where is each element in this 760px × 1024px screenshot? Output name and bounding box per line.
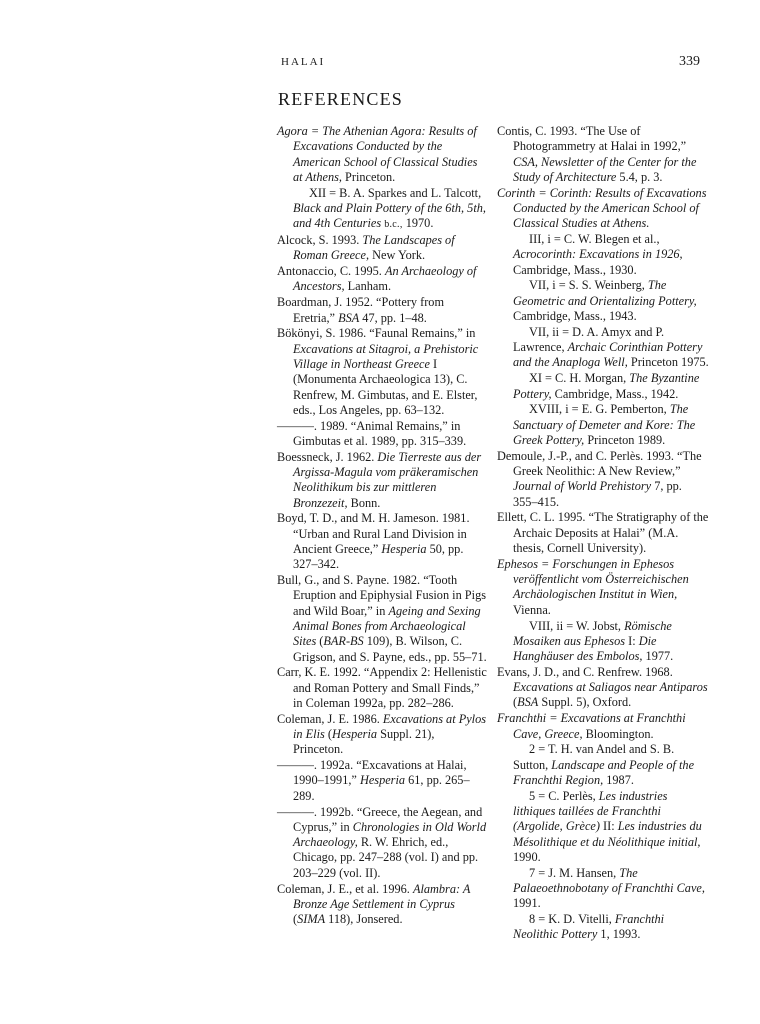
roman-text: 1, 1993. (597, 927, 641, 942)
roman-text: ( (324, 727, 332, 742)
roman-text: XI = C. H. Morgan, (529, 371, 630, 386)
roman-text: Bloomington. (582, 726, 654, 741)
italic-text: Hesperia (331, 727, 378, 742)
roman-text: 5 = C. Perlès, (529, 788, 599, 803)
roman-text: 1987. (603, 772, 634, 787)
roman-text: b.c., (384, 219, 403, 231)
italic-text: Corinth = Corinth: Results of Excavations Conducted by the American School of Classical Studies at Athens. (497, 185, 707, 231)
italic-text: Excavations at Sitagroi, a Prehistoric Village in Northeast Greece (293, 341, 479, 371)
italic-text: The Byzantine Pottery, (513, 371, 700, 401)
italic-text: BAR-BS (323, 634, 364, 649)
page-number: 339 (679, 54, 700, 69)
reference-entry (277, 419, 487, 450)
reference-entry (497, 186, 709, 232)
roman-text: Ellett, C. L. 1995. “The Stratigraphy of the Archaic Deposits at Halai” (M.A. thesis, Cornell University). (497, 510, 709, 556)
roman-text: R. W. Ehrich, ed., Chicago, pp. 247–288 (vol. I) and pp. 203–229 (vol. II). (293, 835, 479, 880)
italic-text: Die Tierreste aus der Argissa-Magula vom präkeramischen Neolithikum bis zur mittleren Bronzezeit, (293, 449, 482, 510)
italic-text: An Archaeology of Ancestors, (293, 264, 477, 294)
roman-text: Antonaccio, C. 1995. (277, 264, 385, 279)
roman-text: VII, ii = D. A. Amyx and P. Lawrence, (513, 324, 665, 355)
italic-text: Les industries lithiques taillées de Franchthi (Argolide, Grèce) (513, 788, 668, 834)
roman-text: Coleman, J. E., et al. 1996. (277, 881, 413, 896)
italic-text: SIMA (297, 912, 326, 927)
roman-text: Bonn. (347, 495, 381, 510)
reference-entry (277, 882, 487, 928)
reference-subentry (497, 866, 709, 912)
roman-text: VII, i = S. S. Weinberg, (529, 278, 648, 293)
roman-text: 7 = J. M. Hansen, (529, 865, 620, 880)
roman-text: Demoule, J.-P., and C. Perlès. 1993. “The Greek Neolithic: A New Review,” (497, 448, 702, 479)
references-left-column (277, 124, 487, 928)
reference-entry (497, 557, 709, 618)
italic-text: The Landscapes of Roman Greece, (293, 233, 455, 263)
roman-text: 1991. (513, 896, 541, 911)
roman-text: 2 = T. H. van Andel and S. B. Sutton, (513, 742, 675, 772)
roman-text: Cambridge, Mass., 1943. (513, 309, 637, 324)
roman-text: Boessneck, J. 1962. (277, 449, 378, 464)
roman-text: 1977. (642, 649, 674, 664)
reference-entry (497, 510, 709, 556)
italic-text: BSA (338, 310, 360, 325)
reference-subentry (497, 325, 709, 371)
roman-text: 47, pp. 1–48. (359, 310, 427, 325)
italic-text: Excavations at Pylos in Elis (293, 711, 487, 742)
reference-subentry (497, 278, 709, 324)
roman-text: XII = B. A. Sparkes and L. Talcott, (309, 185, 482, 200)
italic-text: Ageing and Sexing Animal Bones from Archaeological Sites (293, 603, 481, 649)
running-head: HALAI (281, 56, 326, 68)
roman-text: Evans, J. D., and C. Renfrew. 1968. (497, 664, 673, 679)
roman-text: I: (625, 633, 639, 648)
reference-entry (277, 712, 487, 758)
roman-text: ( (316, 634, 324, 649)
italic-text: The Geometric and Orientalizing Pottery, (513, 278, 697, 308)
roman-text: Princeton 1989. (584, 432, 666, 447)
italic-text: BSA (517, 695, 539, 710)
reference-entry (497, 665, 709, 711)
roman-text: VIII, ii = W. Jobst, (529, 618, 625, 633)
roman-text: Suppl. 5), Oxford. (538, 695, 632, 710)
italic-text: Hesperia (381, 542, 427, 557)
roman-text: Cambridge, Mass., 1942. (551, 386, 679, 401)
reference-entry (497, 449, 709, 510)
reference-entry (497, 711, 709, 742)
roman-text: II: (599, 819, 618, 834)
italic-text: Hesperia (359, 773, 406, 788)
roman-text: 7, pp. 355–415. (513, 479, 682, 509)
italic-text: Archaic Corinthian Pottery and the Anaploga Well, (513, 340, 703, 370)
italic-text: Agora = The Athenian Agora: Results of Excavations Conducted by the American School of Classical Studies at Athens, (277, 124, 478, 184)
reference-subentry (497, 742, 709, 788)
references-right-column (497, 124, 709, 943)
reference-entry (277, 450, 487, 511)
reference-subentry (497, 371, 709, 402)
reference-entry (277, 665, 487, 711)
roman-text: Bökönyi, S. 1986. “Faunal Remains,” in (277, 326, 476, 341)
reference-entry (277, 326, 487, 418)
roman-text: ———. 1992b. “Greece, the Aegean, and Cyprus,” in (277, 804, 483, 834)
italic-text: Römische Mosaiken aus Ephesos (513, 618, 672, 648)
roman-text: Boardman, J. 1952. “Pottery from Eretria,” (277, 295, 445, 325)
italic-text: Ephesos = Forschungen in Ephesos veröffentlicht vom Österreichischen Archäologischen Institut in Wien, (497, 556, 689, 602)
roman-text: Carr, K. E. 1992. “Appendix 2: Hellenistic and Roman Pottery and Small Finds,” in Coleman 1992a, pp. 282–286. (277, 665, 487, 710)
reference-entry (277, 295, 487, 326)
italic-text: Franchthi = Excavations at Franchthi Cave, Greece, (497, 711, 686, 741)
roman-text: Coleman, J. E. 1986. (277, 711, 383, 726)
roman-text: Boyd, T. D., and M. H. Jameson. 1981. “Urban and Rural Land Division in Ancient Greece,” (277, 511, 470, 557)
italic-text: Die Hanghäuser des Embolos, (513, 633, 657, 664)
italic-text: The Palaeoethnobotany of Franchthi Cave, (513, 865, 705, 896)
roman-text: 50, pp. 327–342. (293, 542, 464, 572)
reference-subentry (497, 789, 709, 865)
roman-text: 109), B. Wilson, C. Grigson, and S. Payne, eds., pp. 55–71. (293, 634, 487, 664)
italic-text: Journal of World Prehistory (513, 479, 652, 494)
reference-entry (277, 233, 487, 264)
roman-text: 118), Jonsered. (325, 912, 403, 927)
italic-text: Les industries du Mésolithique et du Néolithique initial, (513, 819, 702, 849)
italic-text: Chronologies in Old World Archaeology, (293, 819, 487, 850)
roman-text: Bull, G., and S. Payne. 1982. “Tooth Eruption and Epiphysial Fusion in Pigs and Wild Boar,” in (277, 573, 486, 618)
reference-entry (277, 264, 487, 295)
roman-text: 1970. (402, 216, 434, 231)
roman-text: Lanham. (344, 279, 392, 294)
roman-text: 5.4, p. 3. (616, 169, 663, 184)
reference-subentry (497, 619, 709, 665)
roman-text: ———. 1989. “Animal Remains,” in Gimbutas et al. 1989, pp. 315–339. (277, 418, 467, 448)
italic-text: Excavations at Saliagos near Antiparos (513, 680, 708, 695)
reference-entry (277, 805, 487, 881)
reference-subentry (277, 186, 487, 233)
roman-text: Cambridge, Mass., 1930. (513, 262, 637, 277)
roman-text: Princeton. (341, 169, 396, 184)
reference-subentry (497, 402, 709, 448)
italic-text: Acrocorinth: Excavations in 1926, (513, 247, 683, 262)
roman-text: ( (513, 695, 518, 710)
reference-entry (277, 573, 487, 665)
roman-text: 8 = K. D. Vitelli, (529, 912, 615, 927)
roman-text: ———. 1992a. “Excavations at Halai, 1990–1991,” (277, 758, 467, 788)
roman-text: I (Monumenta Archaeologica 13), C. Renfrew, M. Gimbutas, and E. Elster, eds., Los Angeles, pp. 63–132. (293, 356, 478, 417)
italic-text: Black and Plain Pottery of the 6th, 5th, and 4th Centuries (293, 200, 486, 231)
section-title: REFERENCES (278, 89, 404, 109)
reference-subentry (497, 232, 709, 278)
roman-text: Princeton 1975. (627, 355, 709, 370)
roman-text: 61, pp. 265–289. (293, 773, 470, 803)
roman-text: Suppl. 21), Princeton. (293, 727, 435, 757)
reference-subentry (497, 912, 709, 943)
roman-text: New York. (369, 248, 426, 263)
roman-text: Vienna. (513, 602, 551, 617)
italic-text: Alambra: A Bronze Age Settlement in Cyprus (293, 881, 471, 911)
italic-text: Franchthi Neolithic Pottery (513, 912, 665, 942)
roman-text: Alcock, S. 1993. (277, 233, 363, 248)
reference-entry (497, 124, 709, 185)
reference-entry (277, 758, 487, 804)
reference-entry (277, 124, 487, 185)
roman-text: Contis, C. 1993. “The Use of Photogrammetry at Halai in 1992,” (497, 124, 687, 154)
italic-text: The Sanctuary of Demeter and Kore: The Greek Pottery, (513, 402, 696, 447)
roman-text: 1990. (513, 849, 541, 864)
reference-entry (277, 511, 487, 572)
roman-text: XVIII, i = E. G. Pemberton, (529, 402, 670, 417)
italic-text: Landscape and People of the Franchthi Region, (513, 757, 695, 787)
roman-text: III, i = C. W. Blegen et al., (529, 232, 660, 247)
roman-text: ( (293, 912, 298, 927)
italic-text: CSA, Newsletter of the Center for the Study of Architecture (513, 154, 697, 184)
